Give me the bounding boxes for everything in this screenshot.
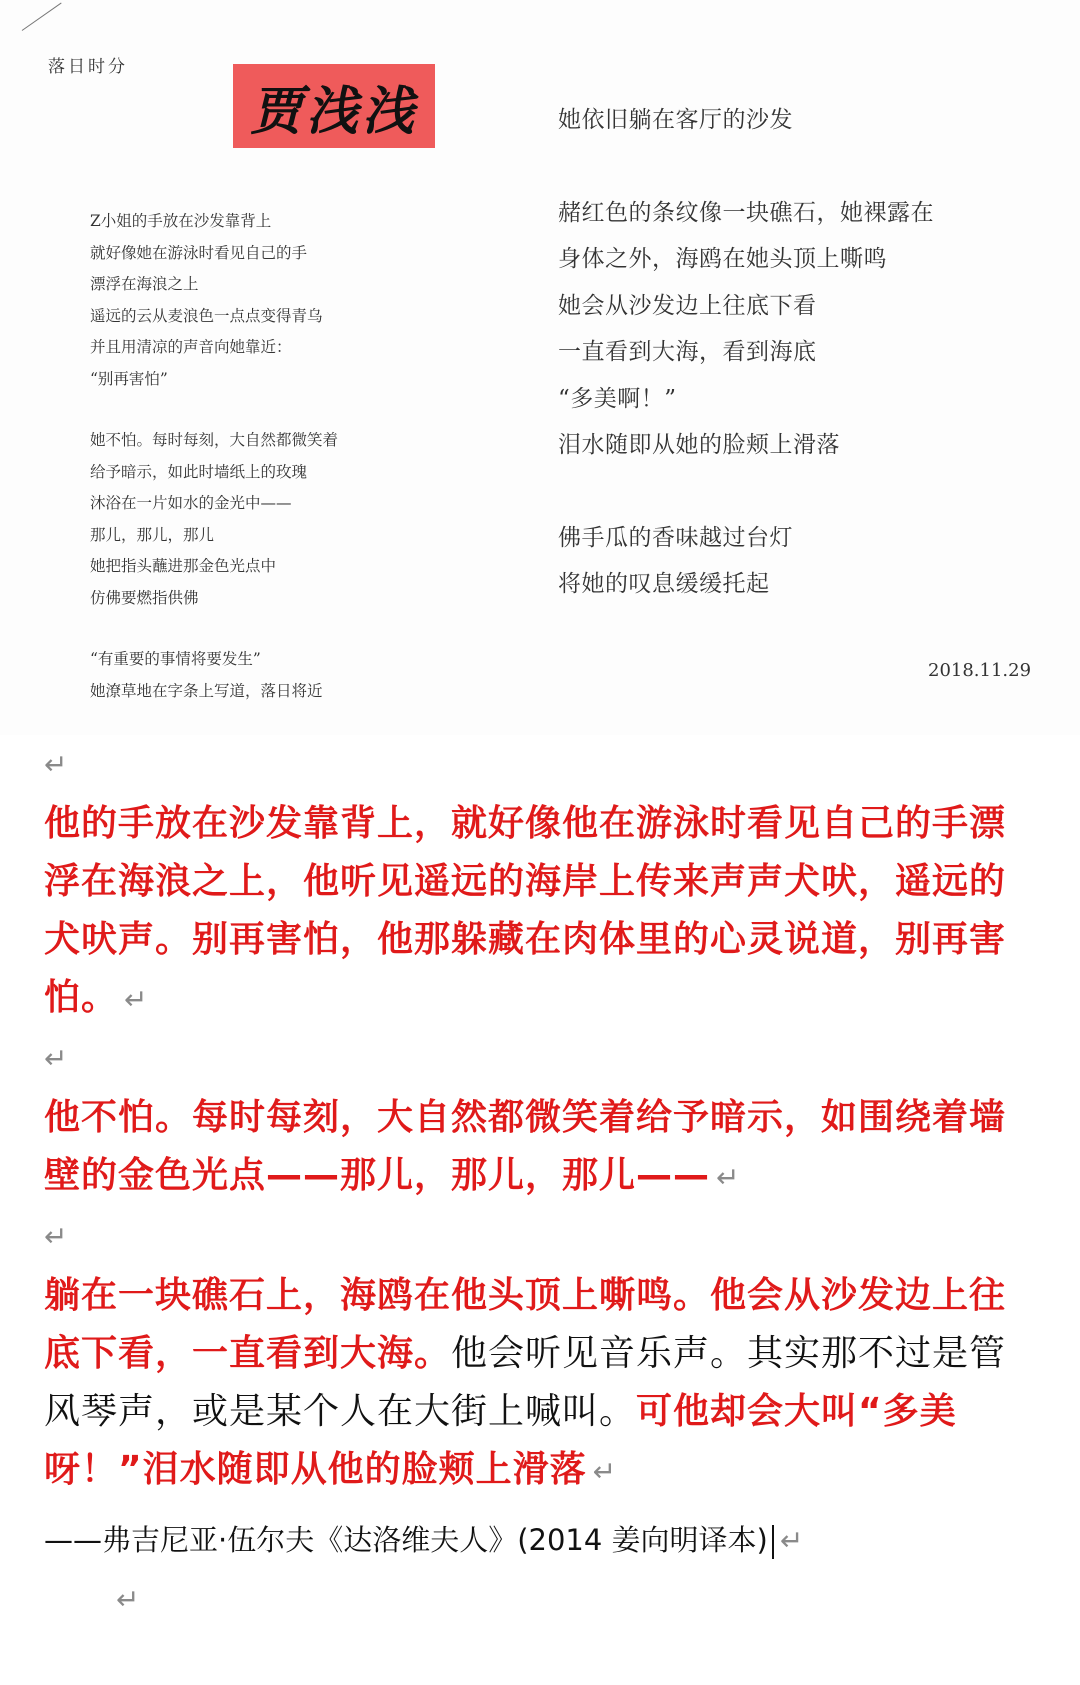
paragraph-mark-icon: ↵ bbox=[44, 1042, 68, 1075]
poem-line: 赭红色的条纹像一块礁石，她裸露在 bbox=[558, 199, 934, 226]
poem-right-column bbox=[558, 97, 934, 608]
quote-paragraph-2 bbox=[44, 1089, 1034, 1207]
poem-line: “别再害怕” bbox=[90, 369, 168, 388]
quote-text-black: 他会听见音乐声。其实那不过是管风琴声，或是某个人在大街上喊叫。 bbox=[44, 1333, 1007, 1432]
poem-line: 并且用清凉的声音向她靠近： bbox=[90, 338, 292, 356]
paragraph-mark-icon: ↵ bbox=[44, 1220, 68, 1253]
quote-text-red: 躺在一块礁石上，海鸥在他头顶上嘶鸣。他会从沙发边上往底下看，一直看到大海。 bbox=[44, 1275, 1007, 1374]
corner-fold-line bbox=[22, 3, 62, 31]
attribution-text: ——弗吉尼亚·伍尔夫《达洛维夫人》(2014 姜向明译本) bbox=[44, 1523, 768, 1557]
poem-line: 她不怕。每时每刻，大自然都微笑着 bbox=[90, 431, 339, 449]
quote-text-red: 可他却会大叫“多美呀！”泪水随即从他的脸颊上滑落 bbox=[44, 1391, 957, 1490]
poem-line: 泪水随即从她的脸颊上滑落 bbox=[558, 432, 840, 458]
poem-line: 沐浴在一片如水的金光中—— bbox=[90, 494, 292, 512]
page-header-label: 落日时分 bbox=[48, 57, 128, 77]
paragraph-mark-icon: ↵ bbox=[116, 1583, 140, 1616]
poem-line: 给予暗示，如此时墙纸上的玫瑰 bbox=[90, 462, 308, 481]
poem-line: 她把指头蘸进那金色光点中 bbox=[90, 557, 277, 575]
poem-date: 2018.11.29 bbox=[928, 660, 1032, 681]
quote-text: 他不怕。每时每刻，大自然都微笑着给予暗示，如围绕着墙壁的金色光点——那儿，那儿，那儿—— bbox=[44, 1097, 1007, 1196]
poem-line: 她会从沙发边上往底下看 bbox=[558, 292, 817, 319]
text-cursor bbox=[772, 1525, 774, 1559]
document-body[interactable] bbox=[44, 735, 1034, 1630]
author-name: 贾浅浅 bbox=[249, 81, 418, 142]
paragraph-mark-icon: ↵ bbox=[124, 983, 149, 1016]
poem-line: 一直看到大海，看到海底 bbox=[558, 339, 817, 365]
paragraph-mark-icon: ↵ bbox=[716, 1161, 741, 1194]
quote-paragraph-3 bbox=[44, 1267, 1034, 1501]
poem-line: “有重要的事情将要发生” bbox=[90, 650, 261, 668]
poem-line: “多美啊！” bbox=[558, 385, 677, 412]
poem-line: 那儿，那儿，那儿 bbox=[90, 525, 215, 544]
poem-line: 佛手瓜的香味越过台灯 bbox=[558, 524, 793, 551]
scanned-poem-page bbox=[0, 0, 1080, 735]
paragraph-mark-icon: ↵ bbox=[44, 748, 68, 781]
poem-line: 她潦草地在字条上写道，落日将近 bbox=[90, 681, 323, 700]
poem-line: 将她的叹息缓缓托起 bbox=[558, 571, 770, 597]
quote-text: 他的手放在沙发靠背上，就好像他在游泳时看见自己的手漂浮在海浪之上，他听见遥远的海岸上传来声声犬吠，遥远的犬吠声。别再害怕，他那躲藏在肉体里的心灵说道，别再害怕。 bbox=[44, 803, 1007, 1018]
poem-left-column bbox=[90, 206, 338, 707]
attribution-line bbox=[44, 1511, 1034, 1570]
poem-line: 漂浮在海浪之上 bbox=[90, 275, 199, 293]
poem-line: 遥远的云从麦浪色一点点变得青乌 bbox=[90, 306, 323, 325]
poem-line: 身体之外，海鸥在她头顶上嘶鸣 bbox=[558, 246, 887, 272]
poem-line: 仿佛要燃指供佛 bbox=[90, 588, 199, 607]
quote-paragraph-1 bbox=[44, 795, 1034, 1029]
poem-line: 她依旧躺在客厅的沙发 bbox=[558, 107, 793, 133]
paragraph-mark-icon: ↵ bbox=[779, 1524, 804, 1557]
poem-line: Z小姐的手放在沙发靠背上 bbox=[90, 212, 272, 230]
author-name-box bbox=[233, 64, 435, 148]
paragraph-mark-icon: ↵ bbox=[592, 1455, 618, 1488]
poem-line: 就好像她在游泳时看见自己的手 bbox=[90, 243, 308, 262]
